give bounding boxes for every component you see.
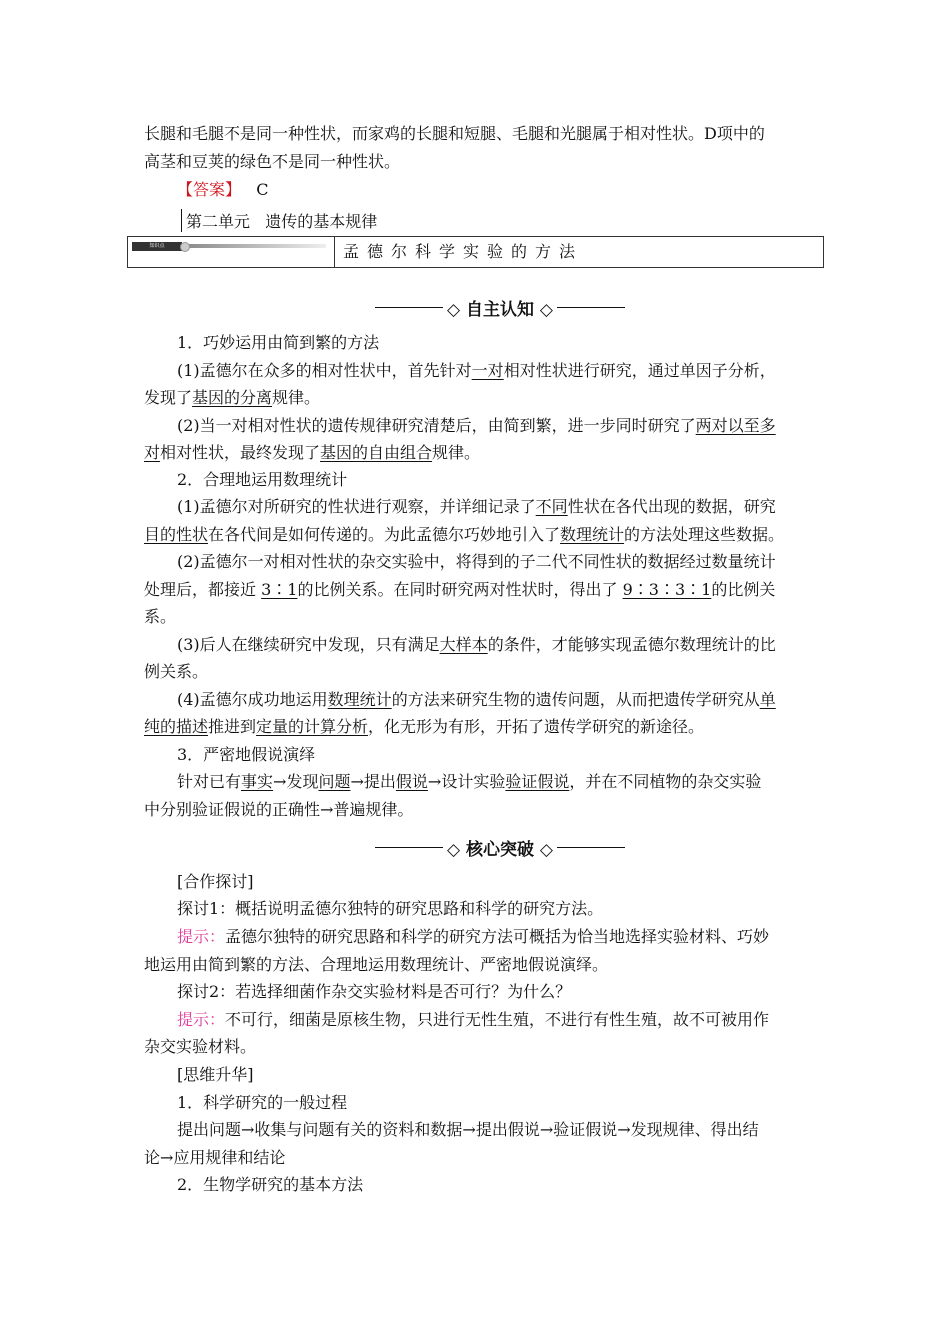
text-line: 论→应用规律和结论 [144, 1148, 286, 1167]
text-line: 例关系。 [144, 662, 209, 681]
answer-line [177, 180, 269, 200]
section-title: ◇ 核心突破 ◇ [447, 839, 553, 860]
text-line: 目的性状在各代间是如何传递的。为此孟德尔巧妙地引入了数理统计的方法处理这些数据。 [144, 525, 785, 544]
text-line: (2)当一对相对性状的遗传规律研究清楚后，由简到繁，进一步同时研究了两对以至多 [177, 416, 776, 435]
section-header [375, 836, 625, 858]
text-line: (1)孟德尔在众多的相对性状中，首先针对一对相对性状进行研究，通过单因子分析， [177, 361, 776, 380]
answer-label: 【答案】 [177, 180, 242, 199]
knowledge-point-box [127, 236, 824, 268]
divider [557, 307, 625, 308]
divider [375, 307, 443, 308]
item-heading: 2．生物学研究的基本方法 [177, 1175, 364, 1194]
text-line: (3)后人在继续研究中发现，只有满足大样本的条件，才能够实现孟德尔数理统计的比 [177, 635, 776, 654]
section-header [375, 296, 625, 318]
text-line: 地运用由简到繁的方法、合理地运用数理统计、严密地假说演绎。 [144, 955, 609, 974]
hint-label: 提示： [177, 1010, 226, 1029]
question: 探讨2：若选择细菌作杂交实验材料是否可行？为什么？ [177, 982, 572, 1001]
hint-line: 提示：不可行，细菌是原核生物，只进行无性生殖，不进行有性生殖，故不可被用作 [177, 1010, 770, 1029]
text-line: 对相对性状，最终发现了基因的自由组合规律。 [144, 443, 481, 462]
divider [557, 847, 625, 848]
unit-label [181, 209, 377, 232]
text-line: (1)孟德尔对所研究的性状进行观察，并详细记录了不同性状在各代出现的数据，研究 [177, 497, 776, 516]
knowledge-point-banner [128, 237, 335, 267]
text-line: 中分别验证假说的正确性→普遍规律。 [144, 800, 414, 819]
text-line: 处理后，都接近 3∶1的比例关系。在同时研究两对性状时，得出了 9∶3∶3∶1的比例关 [144, 580, 776, 599]
text-line: (2)孟德尔一对相对性状的杂交实验中，将得到的子二代不同性状的数据经过数量统计 [177, 552, 776, 571]
subsection-label: [思维升华] [177, 1065, 254, 1084]
knowledge-point-title: 孟德尔科学实验的方法 [343, 242, 584, 261]
item-heading: 2．合理地运用数理统计 [177, 470, 348, 489]
text-line: 纯的描述推进到定量的计算分析，化无形为有形，开拓了遗传学研究的新途径。 [144, 717, 705, 736]
knowledge-badge: 知识点 [132, 242, 182, 251]
text-line: 提出问题→收集与问题有关的资料和数据→提出假说→验证假说→发现规律、得出结 [177, 1120, 759, 1139]
text-line: 针对已有事实→发现问题→提出假说→设计实验验证假说，并在不同植物的杂交实验 [177, 772, 762, 791]
text-line: 杂交实验材料。 [144, 1037, 257, 1056]
hint-line: 提示：孟德尔独特的研究思路和科学的研究方法可概括为恰当地选择实验材料、巧妙 [177, 927, 770, 946]
hint-label: 提示： [177, 927, 226, 946]
divider [375, 847, 443, 848]
text-line: 系。 [144, 607, 177, 626]
decorative-dot [180, 242, 190, 252]
answer-value: C [256, 180, 269, 199]
decorative-bar [182, 244, 326, 248]
text-line: 发现了基因的分离规律。 [144, 388, 321, 407]
subsection-label: [合作探讨] [177, 872, 254, 891]
item-heading: 3．严密地假说演绎 [177, 745, 316, 764]
unit-title: 遗传的基本规律 [265, 212, 378, 231]
text-line: 长腿和毛腿不是同一种性状，而家鸡的长腿和短腿、毛腿和光腿属于相对性状。D项中的 [144, 124, 765, 143]
text-line: (4)孟德尔成功地运用数理统计的方法来研究生物的遗传问题，从而把遗传学研究从单 [177, 690, 776, 709]
unit-name: 第二单元 [186, 212, 251, 231]
item-heading: 1．巧妙运用由简到繁的方法 [177, 333, 380, 352]
text-line: 高茎和豆荚的绿色不是同一种性状。 [144, 152, 401, 171]
question: 探讨1：概括说明孟德尔独特的研究思路和科学的研究方法。 [177, 899, 604, 918]
item-heading: 1．科学研究的一般过程 [177, 1093, 348, 1112]
section-title: ◇ 自主认知 ◇ [447, 299, 553, 320]
